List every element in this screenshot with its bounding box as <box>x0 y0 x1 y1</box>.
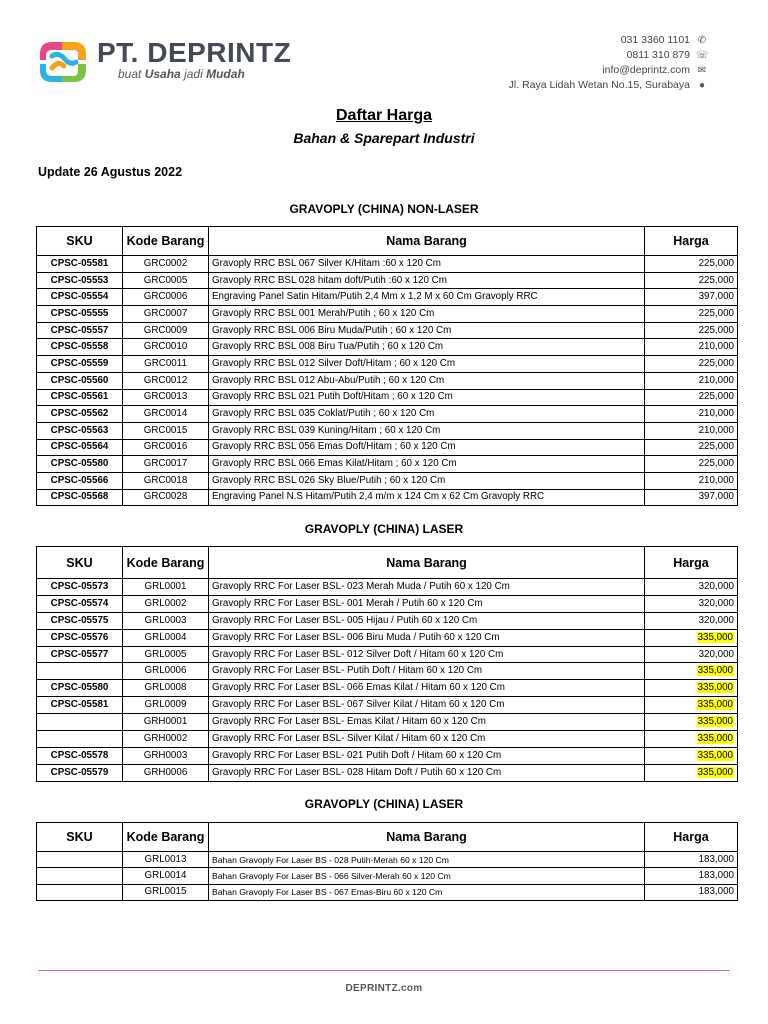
phone-icon: ✆ <box>697 35 707 46</box>
table-row <box>37 256 738 273</box>
section-title: GRAVOPLY (CHINA) LASER <box>304 797 464 811</box>
table-row <box>37 629 738 646</box>
price-value: 210,000 <box>698 408 734 420</box>
nama-cell: Gravoply RRC For Laser BSL- 023 Merah Muda / Putih 60 x 120 Cm <box>209 579 645 596</box>
price-value: 320,000 <box>698 614 734 626</box>
table-row <box>37 747 738 764</box>
sku-cell <box>37 852 123 868</box>
section-title: GRAVOPLY (CHINA) LASER <box>304 522 464 536</box>
update-date: Update 26 Agustus 2022 <box>38 165 183 179</box>
price-value: 225,000 <box>698 441 734 453</box>
harga-cell <box>645 356 738 373</box>
nama-cell: Gravoply RRC For Laser BSL- Emas Kilat / Hitam 60 x 120 Cm <box>209 714 645 731</box>
nama-cell: Engraving Panel N.S Hitam/Putih 2,4 m/m x 124 Cm x 62 Cm Gravoply RRC <box>209 489 645 506</box>
page-subtitle: Bahan & Sparepart Industri <box>293 130 475 146</box>
harga-cell <box>645 472 738 489</box>
sku-cell: CPSC-05566 <box>37 472 123 489</box>
nama-cell: Gravoply RRC BSL 021 Putih Doft/Hitam ; 60 x 120 Cm <box>209 389 645 406</box>
harga-cell <box>645 306 738 323</box>
kode-cell: GRH0002 <box>123 731 209 748</box>
price-value: 183,000 <box>698 869 734 881</box>
kode-cell: GRL0002 <box>123 595 209 612</box>
sku-cell: CPSC-05562 <box>37 406 123 423</box>
table-header-row <box>37 547 738 579</box>
nama-cell: Gravoply RRC For Laser BSL- 005 Hijau / Putih 60 x 120 Cm <box>209 612 645 629</box>
price-value: 320,000 <box>698 580 734 592</box>
kode-cell: GRL0006 <box>123 663 209 680</box>
sku-cell <box>37 884 123 900</box>
price-value: 210,000 <box>698 374 734 386</box>
sku-cell: CPSC-05580 <box>37 456 123 473</box>
column-header-nama: Nama Barang <box>209 227 645 256</box>
table-row <box>37 289 738 306</box>
column-header-harga: Harga <box>645 227 738 256</box>
price-value: 320,000 <box>698 648 734 660</box>
section-title: GRAVOPLY (CHINA) NON-LASER <box>289 202 479 216</box>
harga-cell <box>645 372 738 389</box>
sku-cell: CPSC-05577 <box>37 646 123 663</box>
nama-cell: Engraving Panel Satin Hitam/Putih 2,4 Mm x 1,2 M x 60 Cm Gravoply RRC <box>209 289 645 306</box>
harga-cell <box>645 456 738 473</box>
nama-cell: Gravoply RRC For Laser BSL- 012 Silver Doft / Hitam 60 x 120 Cm <box>209 646 645 663</box>
highlighted-price: 335,000 <box>697 631 733 643</box>
table-row <box>37 389 738 406</box>
table-row <box>37 272 738 289</box>
contact-email: info@deprintz.com ✉ <box>602 64 707 76</box>
contact-phone: 031 3360 1101 ✆ <box>620 34 707 46</box>
table-row <box>37 663 738 680</box>
harga-cell <box>645 422 738 439</box>
kode-cell: GRC0028 <box>123 489 209 506</box>
sku-cell: CPSC-05564 <box>37 439 123 456</box>
harga-cell <box>645 389 738 406</box>
table-row <box>37 764 738 781</box>
sku-cell: CPSC-05575 <box>37 612 123 629</box>
nama-cell: Gravoply RRC For Laser BSL- Putih Doft / Hitam 60 x 120 Cm <box>209 663 645 680</box>
table-row <box>37 595 738 612</box>
kode-cell: GRC0017 <box>123 456 209 473</box>
page-title: Daftar Harga <box>335 107 433 124</box>
sku-cell: CPSC-05560 <box>37 372 123 389</box>
nama-cell: Gravoply RRC BSL 035 Coklat/Putih ; 60 x 120 Cm <box>209 406 645 423</box>
table-row <box>37 372 738 389</box>
highlighted-price: 335,000 <box>697 699 733 711</box>
location-icon: ● <box>698 80 706 91</box>
harga-cell <box>645 272 738 289</box>
column-header-kode: Kode Barang <box>123 227 209 256</box>
company-tagline: buat Usaha jadi Mudah <box>118 67 245 81</box>
price-value: 183,000 <box>698 886 734 898</box>
nama-cell: Gravoply RRC BSL 026 Sky Blue/Putih ; 60 x 120 Cm <box>209 472 645 489</box>
harga-cell <box>645 629 738 646</box>
price-value: 225,000 <box>698 257 734 269</box>
table-row <box>37 339 738 356</box>
column-header-nama: Nama Barang <box>209 823 645 852</box>
whatsapp-icon: ☏ <box>696 50 709 61</box>
column-header-nama: Nama Barang <box>209 547 645 579</box>
price-value: 225,000 <box>698 307 734 319</box>
table-row <box>37 884 738 900</box>
price-value: 210,000 <box>698 341 734 353</box>
nama-cell: Gravoply RRC BSL 001 Merah/Putih ; 60 x 120 Cm <box>209 306 645 323</box>
table-row <box>37 456 738 473</box>
kode-cell: GRC0011 <box>123 356 209 373</box>
harga-cell <box>645 714 738 731</box>
kode-cell: GRC0005 <box>123 272 209 289</box>
table-row <box>37 646 738 663</box>
nama-cell: Gravoply RRC For Laser BSL- 006 Biru Muda / Putih 60 x 120 Cm <box>209 629 645 646</box>
nama-cell: Gravoply RRC BSL 067 Silver K/Hitam :60 x 120 Cm <box>209 256 645 273</box>
nama-cell: Gravoply RRC BSL 056 Emas Doft/Hitam ; 60 x 120 Cm <box>209 439 645 456</box>
table-row <box>37 852 738 868</box>
nama-cell: Gravoply RRC BSL 066 Emas Kilat/Hitam ; 60 x 120 Cm <box>209 456 645 473</box>
kode-cell: GRL0015 <box>123 884 209 900</box>
price-value: 397,000 <box>698 491 734 503</box>
nama-cell: Bahan Gravoply For Laser BS - 067 Emas-Biru 60 x 120 Cm <box>209 884 645 900</box>
harga-cell <box>645 322 738 339</box>
nama-cell: Gravoply RRC BSL 006 Biru Muda/Putih ; 60 x 120 Cm <box>209 322 645 339</box>
kode-cell: GRH0006 <box>123 764 209 781</box>
price-table <box>36 226 738 506</box>
kode-cell: GRC0002 <box>123 256 209 273</box>
harga-cell <box>645 612 738 629</box>
nama-cell: Gravoply RRC For Laser BSL- 028 Hitam Doft / Putih 60 x 120 Cm <box>209 764 645 781</box>
nama-cell: Gravoply RRC For Laser BSL- Silver Kilat / Hitam 60 x 120 Cm <box>209 731 645 748</box>
sku-cell: CPSC-05568 <box>37 489 123 506</box>
contact-address: Jl. Raya Lidah Wetan No.15, Surabaya ● <box>509 78 708 93</box>
table-row <box>37 406 738 423</box>
highlighted-price: 335,000 <box>697 749 733 761</box>
price-value: 320,000 <box>698 597 734 609</box>
table-row <box>37 731 738 748</box>
table-row <box>37 322 738 339</box>
column-header-sku: SKU <box>37 227 123 256</box>
page-header <box>0 0 768 100</box>
price-value: 210,000 <box>698 424 734 436</box>
sku-cell: CPSC-05561 <box>37 389 123 406</box>
column-header-harga: Harga <box>645 823 738 852</box>
deprintz-logo-icon <box>38 38 92 86</box>
price-table <box>36 822 738 901</box>
nama-cell: Bahan Gravoply For Laser BS - 028 Putih-Merah 60 x 120 Cm <box>209 852 645 868</box>
kode-cell: GRC0018 <box>123 472 209 489</box>
price-value: 183,000 <box>698 853 734 865</box>
kode-cell: GRL0005 <box>123 646 209 663</box>
nama-cell: Gravoply RRC BSL 008 Biru Tua/Putih ; 60 x 120 Cm <box>209 339 645 356</box>
sku-cell: CPSC-05578 <box>37 747 123 764</box>
kode-cell: GRL0008 <box>123 680 209 697</box>
kode-cell: GRC0014 <box>123 406 209 423</box>
table-row <box>37 356 738 373</box>
sku-cell: CPSC-05555 <box>37 306 123 323</box>
harga-cell <box>645 646 738 663</box>
sku-cell: CPSC-05581 <box>37 697 123 714</box>
sku-cell <box>37 663 123 680</box>
contact-whatsapp: 0811 310 879 ☏ <box>626 49 709 61</box>
sku-cell: CPSC-05559 <box>37 356 123 373</box>
table-header-row <box>37 227 738 256</box>
table-row <box>37 714 738 731</box>
footer-divider <box>38 970 730 971</box>
table-row <box>37 680 738 697</box>
sku-cell: CPSC-05574 <box>37 595 123 612</box>
highlighted-price: 335,000 <box>697 766 733 778</box>
harga-cell <box>645 663 738 680</box>
price-value: 397,000 <box>698 291 734 303</box>
kode-cell: GRL0013 <box>123 852 209 868</box>
column-header-kode: Kode Barang <box>123 547 209 579</box>
kode-cell: GRL0009 <box>123 697 209 714</box>
harga-cell <box>645 697 738 714</box>
table-header-row <box>37 823 738 852</box>
kode-cell: GRC0006 <box>123 289 209 306</box>
price-value: 225,000 <box>698 274 734 286</box>
highlighted-price: 335,000 <box>697 732 733 744</box>
nama-cell: Gravoply RRC BSL 012 Silver Doft/Hitam ; 60 x 120 Cm <box>209 356 645 373</box>
table-row <box>37 489 738 506</box>
harga-cell <box>645 406 738 423</box>
column-header-sku: SKU <box>37 547 123 579</box>
kode-cell: GRL0014 <box>123 868 209 884</box>
table-row <box>37 306 738 323</box>
harga-cell <box>645 731 738 748</box>
kode-cell: GRC0010 <box>123 339 209 356</box>
sku-cell: CPSC-05579 <box>37 764 123 781</box>
harga-cell <box>645 884 738 900</box>
price-value: 225,000 <box>698 324 734 336</box>
harga-cell <box>645 256 738 273</box>
price-value: 225,000 <box>698 458 734 470</box>
nama-cell: Gravoply RRC For Laser BSL- 066 Emas Kilat / Hitam 60 x 120 Cm <box>209 680 645 697</box>
sku-cell: CPSC-05563 <box>37 422 123 439</box>
harga-cell <box>645 852 738 868</box>
table-row <box>37 697 738 714</box>
table-row <box>37 439 738 456</box>
column-header-sku: SKU <box>37 823 123 852</box>
column-header-harga: Harga <box>645 547 738 579</box>
kode-cell: GRL0003 <box>123 612 209 629</box>
price-value: 210,000 <box>698 474 734 486</box>
nama-cell: Gravoply RRC BSL 039 Kuning/Hitam ; 60 x 120 Cm <box>209 422 645 439</box>
sku-cell <box>37 868 123 884</box>
kode-cell: GRC0009 <box>123 322 209 339</box>
sku-cell: CPSC-05581 <box>37 256 123 273</box>
kode-cell: GRL0004 <box>123 629 209 646</box>
table-row <box>37 472 738 489</box>
harga-cell <box>645 868 738 884</box>
nama-cell: Gravoply RRC BSL 012 Abu-Abu/Putih ; 60 x 120 Cm <box>209 372 645 389</box>
harga-cell <box>645 595 738 612</box>
mail-icon: ✉ <box>697 65 707 76</box>
sku-cell <box>37 731 123 748</box>
sku-cell: CPSC-05558 <box>37 339 123 356</box>
kode-cell: GRH0001 <box>123 714 209 731</box>
column-header-kode: Kode Barang <box>123 823 209 852</box>
harga-cell <box>645 339 738 356</box>
table-row <box>37 868 738 884</box>
harga-cell <box>645 289 738 306</box>
highlighted-price: 335,000 <box>697 716 733 728</box>
price-table <box>36 546 738 782</box>
company-name: PT. DEPRINTZ <box>97 37 292 68</box>
nama-cell: Bahan Gravoply For Laser BS - 066 Silver-Merah 60 x 120 Cm <box>209 868 645 884</box>
sku-cell: CPSC-05576 <box>37 629 123 646</box>
nama-cell: Gravoply RRC For Laser BSL- 021 Putih Doft / Hitam 60 x 120 Cm <box>209 747 645 764</box>
sku-cell: CPSC-05553 <box>37 272 123 289</box>
kode-cell: GRC0012 <box>123 372 209 389</box>
sku-cell: CPSC-05573 <box>37 579 123 596</box>
nama-cell: Gravoply RRC For Laser BSL- 067 Silver Kilat / Hitam 60 x 120 Cm <box>209 697 645 714</box>
kode-cell: GRC0016 <box>123 439 209 456</box>
table-row <box>37 579 738 596</box>
harga-cell <box>645 764 738 781</box>
kode-cell: GRH0003 <box>123 747 209 764</box>
harga-cell <box>645 489 738 506</box>
sku-cell <box>37 714 123 731</box>
contact-info <box>509 33 708 93</box>
harga-cell <box>645 680 738 697</box>
highlighted-price: 335,000 <box>697 665 733 677</box>
sku-cell: CPSC-05580 <box>37 680 123 697</box>
kode-cell: GRL0001 <box>123 579 209 596</box>
highlighted-price: 335,000 <box>697 682 733 694</box>
table-row <box>37 612 738 629</box>
kode-cell: GRC0007 <box>123 306 209 323</box>
kode-cell: GRC0015 <box>123 422 209 439</box>
kode-cell: GRC0013 <box>123 389 209 406</box>
sku-cell: CPSC-05554 <box>37 289 123 306</box>
nama-cell: Gravoply RRC BSL 028 hitam doft/Putih :60 x 120 Cm <box>209 272 645 289</box>
harga-cell <box>645 747 738 764</box>
harga-cell <box>645 579 738 596</box>
sku-cell: CPSC-05557 <box>37 322 123 339</box>
harga-cell <box>645 439 738 456</box>
price-value: 225,000 <box>698 391 734 403</box>
price-value: 225,000 <box>698 357 734 369</box>
footer-website: DEPRINTZ.com <box>345 983 423 994</box>
nama-cell: Gravoply RRC For Laser BSL- 001 Merah / Putih 60 x 120 Cm <box>209 595 645 612</box>
table-row <box>37 422 738 439</box>
